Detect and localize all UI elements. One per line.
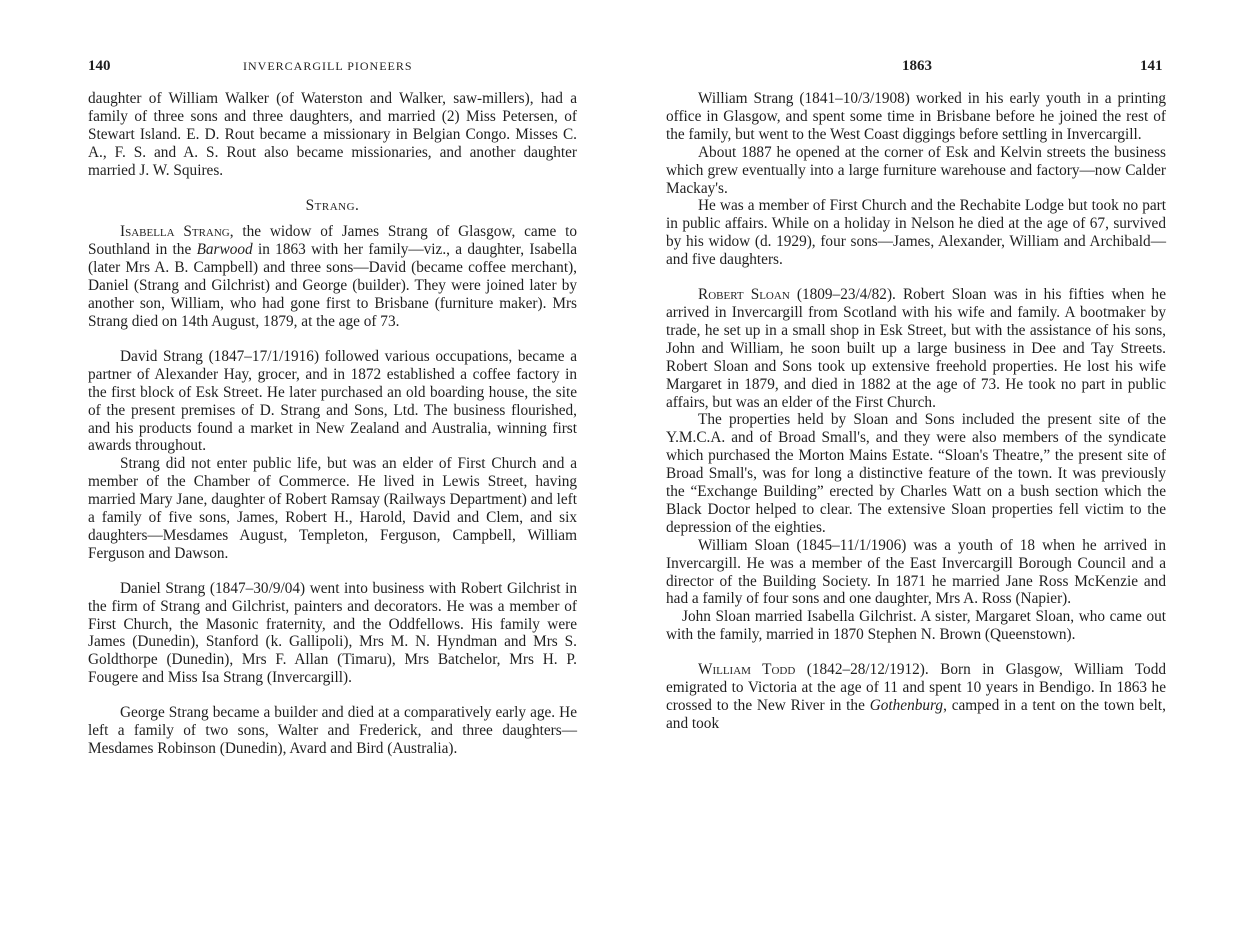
isabella-strang-text-b: in 1863 with her family—viz., a daughter, Isabella (later Mrs A. B. Campbell) and three sons—David (became coffee merchant), Daniel (Strang and Gilchrist) and George (builder). They were joined later by another son, William, who had gone first to Brisbane (furniture maker). Mrs Strang died on 14th August, 1879, at the age of 73. <box>88 241 577 330</box>
william-strang-paragraph-3: He was a member of First Church and the Rechabite Lodge but took no part in public affairs. While on a holiday in Nelson he died at the age of 67, survived by his widow (d. 1929), four sons—James, Alexander, William and Archibald—and five daughters. <box>666 197 1166 269</box>
section-heading: Strang. <box>305 196 360 214</box>
william-sloan-paragraph: William Sloan (1845–11/1/1906) was a youth of 18 when he arrived in Invercargill. He was a member of the East Invercargill Borough Council and a director of the Building Society. In 1871 he married Jane Ross McKenzie and had a family of four sons and one daughter, Mrs A. Ross (Napier). <box>666 536 1166 608</box>
david-strang-paragraph-1: David Strang (1847–17/1/1916) followed various occupations, became a partner of Alexander Hay, grocer, and in 1872 established a coffee factory in the first block of Esk Street. He later purchased an old boarding house, the site of the present premises of D. Strang and Sons, Ltd. The business flourished, and his products found a market in New Zealand and Australia, winning first awards throughout. <box>88 347 577 455</box>
john-sloan-paragraph: John Sloan married Isabella Gilchrist. A sister, Margaret Sloan, who came out with the family, married in 1870 Stephen N. Brown (Queenstown). <box>666 608 1166 644</box>
william-todd-paragraph <box>666 661 1166 733</box>
running-title: INVERCARGILL PIONEERS <box>243 59 413 73</box>
robert-sloan-text: (1809–23/4/82). Robert Sloan was in his fifties when he arrived in Invercargill from Scotland with his wife and family. A bootmaker by trade, he set up in a small shop in Esk Street, but with the assistance of his sons, John and William, he soon built up a large business in Dee and Tay Streets. Robert Sloan and Sons took up extensive freehold properties. He lost his wife Margaret in 1879, and died in 1882 at the age of 73. He took no part in public affairs, but was an elder of the First Church. <box>666 286 1166 411</box>
ship-name-barwood: Barwood <box>196 241 253 259</box>
william-todd-text-a: (1842–28/12/1912). Born in Glasgow, William Todd emigrated to Victoria at the age of 11 and spent 10 years in Bendigo. In 1863 he crossed to the New River in the <box>666 661 1166 714</box>
sloan-properties-paragraph: The properties held by Sloan and Sons included the present site of the Y.M.C.A. and of Broad Small's, and they were also members of the syndicate which purchased the Morton Mains Estate. “Sloan's Theatre,” the present site of Broad Small's, was for long a distinctive feature of the town. It was previously the “Exchange Building” erected by Charles Watt on a bush section which the Black Doctor helped to clear. The extensive Sloan properties fell victim to the depression of the eighties. <box>666 411 1166 536</box>
william-todd-name: William Todd <box>698 661 796 679</box>
william-strang-paragraph-2: About 1887 he opened at the corner of Esk and Kelvin streets the business which grew eventually into a large furniture warehouse and factory—now Calder Mackay's. <box>666 143 1166 197</box>
isabella-strang-name: Isabella Strang, <box>120 223 234 241</box>
ship-name-gothenburg: Gothenburg <box>869 697 944 714</box>
isabella-strang-paragraph <box>88 223 577 330</box>
right-page-number: 141 <box>1140 58 1163 74</box>
william-strang-paragraph-1: William Strang (1841–10/3/1908) worked in his early youth in a printing office in Glasgow, and spent some time in Brisbane before he joined the rest of the family, but went to the West Coast diggings before settling in Invercargill. <box>666 90 1166 143</box>
left-page-header <box>0 58 625 80</box>
continuation-paragraph: daughter of William Walker (of Waterston and Walker, saw-millers), had a family of three sons and three daughters, and married (2) Miss Petersen, of Stewart Island. E. D. Rout became a missionary in Belgian Congo. Misses C. A., F. S. and A. S. Rout also became missionaries, and another daughter married J. W. Squires. <box>88 90 577 179</box>
daniel-strang-paragraph: Daniel Strang (1847–30/9/04) went into business with Robert Gilchrist in the firm of Strang and Gilchrist, painters and decorators. He was a member of First Church, the Masonic fraternity, and the Oddfellows. His family were James (Dunedin), Stanford (k. Gallipoli), Mrs M. N. Hyndman and Mrs S. Goldthorpe (Dunedin), Mrs F. Allan (Timaru), Mrs Batchelor, Mrs H. P. Fougere and Miss Isa Strang (Invercargill). <box>88 579 577 687</box>
right-page <box>625 0 1250 938</box>
david-strang-paragraph-2: Strang did not enter public life, but was an elder of First Church and a member of the Chamber of Commerce. He lived in Lewis Street, having married Mary Jane, daughter of Robert Ramsay (Railways Department) and left a family of five sons, James, Robert H., Harold, David and Clem, and six daughters—Mesdames August, Templeton, Ferguson, Campbell, William Ferguson and Dawson. <box>88 455 577 562</box>
left-column <box>88 90 577 758</box>
year-heading: 1863 <box>902 58 932 74</box>
right-page-header <box>625 58 1250 80</box>
left-page-number: 140 <box>88 58 111 74</box>
robert-sloan-paragraph <box>666 286 1166 411</box>
right-column <box>666 90 1166 733</box>
george-strang-paragraph: George Strang became a builder and died at a comparatively early age. He left a family of two sons, Walter and Frederick, and three daughters—Mesdames Robinson (Dunedin), Avard and Bird (Australia). <box>88 704 577 757</box>
william-todd-text-b: , camped in a tent on the town belt, and took <box>666 697 1167 732</box>
robert-sloan-name: Robert Sloan <box>698 286 790 304</box>
isabella-strang-text-a: the widow of James Strang of Glasgow, came to Southland in the <box>88 223 578 259</box>
